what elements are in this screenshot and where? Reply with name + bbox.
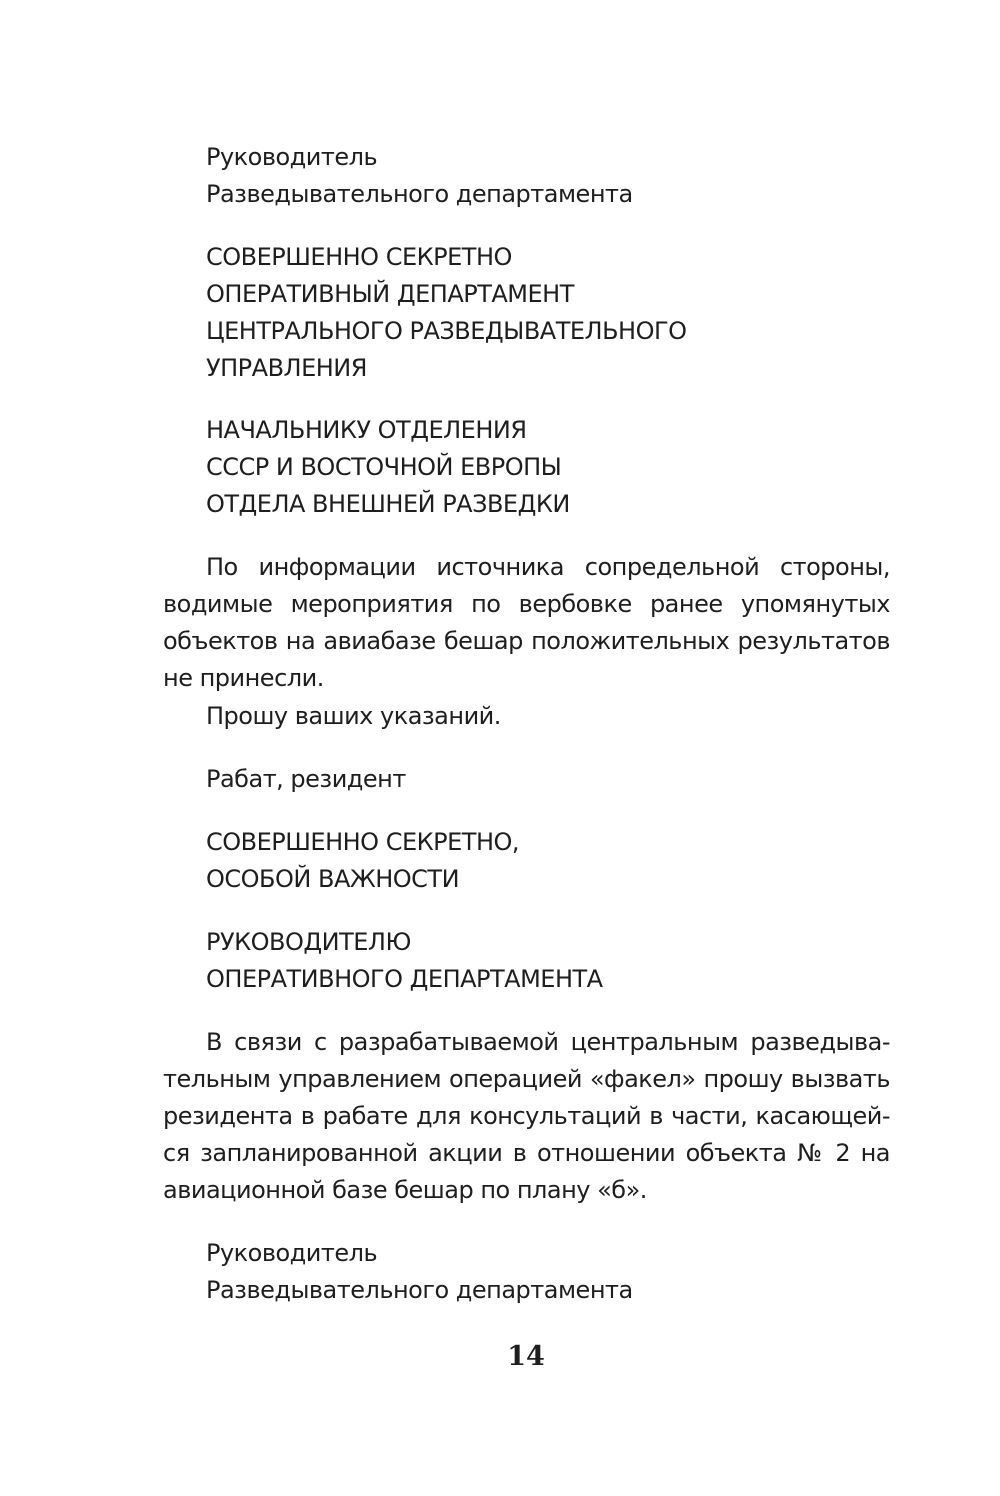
addressee-line: СССР И ВОСТОЧНОЙ ЕВРОПЫ bbox=[206, 453, 562, 481]
body-paragraph-3 bbox=[163, 1024, 890, 1209]
paragraph-line: авиационной базе бешар по плану «б». bbox=[163, 1176, 647, 1204]
signature-rabat bbox=[163, 761, 890, 798]
signature-line: Рабат, резидент bbox=[206, 765, 406, 793]
addressee-block-1 bbox=[163, 412, 890, 523]
classification-header-1 bbox=[163, 239, 890, 387]
paragraph-line: резидента в рабате для консультаций в части, касающей- bbox=[163, 1102, 890, 1130]
paragraph-line: Прошу ваших указаний. bbox=[206, 702, 501, 730]
classification-line: ОСОБОЙ ВАЖНОСТИ bbox=[206, 865, 460, 893]
signature-bottom bbox=[163, 1235, 890, 1309]
addressee-line: НАЧАЛЬНИКУ ОТДЕЛЕНИЯ bbox=[206, 416, 527, 444]
signature-department: Разведывательного департамента bbox=[206, 1276, 633, 1304]
classification-line: СОВЕРШЕННО СЕКРЕТНО bbox=[206, 243, 512, 271]
classification-line: ЦЕНТРАЛЬНОГО РАЗВЕДЫВАТЕЛЬНОГО bbox=[206, 317, 687, 345]
signature-title: Руководитель bbox=[206, 1239, 378, 1267]
paragraph-line: По информации источника сопредельной стороны, bbox=[206, 553, 890, 581]
classification-header-2 bbox=[163, 824, 890, 898]
classification-line: СОВЕРШЕННО СЕКРЕТНО, bbox=[206, 828, 520, 856]
classification-line: ОПЕРАТИВНЫЙ ДЕПАРТАМЕНТ bbox=[206, 280, 574, 308]
addressee-line: ОПЕРАТИВНОГО ДЕПАРТАМЕНТА bbox=[206, 965, 603, 993]
classification-line: УПРАВЛЕНИЯ bbox=[206, 354, 367, 382]
signature-department: Разведывательного департамента bbox=[206, 180, 633, 208]
paragraph-line: объектов на авиабазе бешар положительных результатов bbox=[163, 627, 890, 655]
paragraph-line: тельным управлением операцией «факел» прошу вызвать bbox=[163, 1065, 890, 1093]
body-paragraph-1 bbox=[163, 549, 890, 697]
signature-top bbox=[163, 139, 890, 213]
signature-title: Руководитель bbox=[206, 143, 378, 171]
addressee-line: ОТДЕЛА ВНЕШНЕЙ РАЗВЕДКИ bbox=[206, 490, 570, 518]
body-paragraph-2 bbox=[163, 698, 890, 735]
addressee-line: РУКОВОДИТЕЛЮ bbox=[206, 928, 411, 956]
paragraph-line: В связи с разрабатываемой центральным разведыва- bbox=[206, 1028, 890, 1056]
paragraph-line: водимые мероприятия по вербовке ранее упомянутых bbox=[163, 590, 890, 618]
page-number: 14 bbox=[507, 1341, 545, 1372]
addressee-block-2 bbox=[163, 924, 890, 998]
paragraph-line: не принесли. bbox=[163, 664, 324, 692]
paragraph-line: ся запланированной акции в отношении объекта № 2 на bbox=[163, 1139, 890, 1167]
